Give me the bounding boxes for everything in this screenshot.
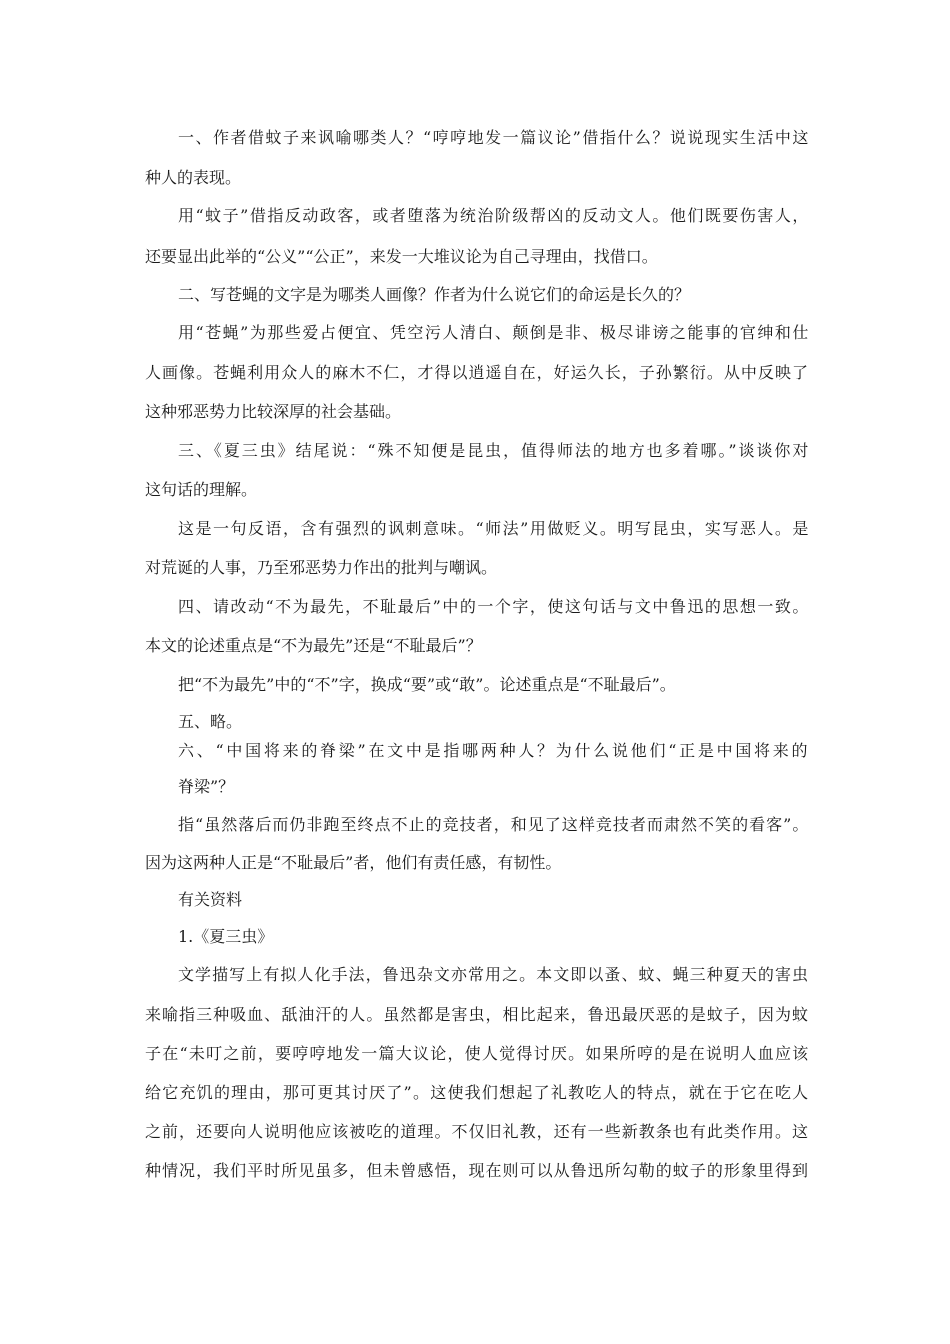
- answer-2-line-2: 人画像。苍蝇利用众人的麻木不仁，才得以逍遥自在，好运久长，子孙繁衍。从中反映了: [145, 363, 810, 382]
- answer-6-line-1: 指“虽然落后而仍非跑至终点不止的竞技者，和见了这样竞技者而肃然不笑的看客”。: [178, 815, 810, 834]
- question-4-line-1: 四、请改动“不为最先，不耻最后”中的一个字，使这句话与文中鲁迅的思想一致。: [178, 597, 810, 616]
- body-paragraph-line-3: 子在“未叮之前，要哼哼地发一篇大议论，使人觉得讨厌。如果所哼的是在说明人血应该: [145, 1044, 810, 1063]
- question-3-line-1: 三、《夏三虫》结尾说：“殊不知便是昆虫，值得师法的地方也多着哪。”谈谈你对: [178, 441, 811, 460]
- body-paragraph-line-2: 来喻指三种吸血、舐油汗的人。虽然都是害虫，相比起来，鲁迅最厌恶的是蚊子，因为蚊: [145, 1005, 810, 1024]
- subsection-heading: 1.《夏三虫》: [178, 927, 274, 946]
- answer-1-line-1: 用“蚊子”借指反动政客，或者堕落为统治阶级帮凶的反动文人。他们既要伤害人，: [178, 206, 810, 225]
- answer-3-line-2: 对荒诞的人事，乃至邪恶势力作出的批判与嘲讽。: [145, 558, 498, 577]
- body-paragraph-line-1: 文学描写上有拟人化手法，鲁迅杂文亦常用之。本文即以蚤、蚊、蝇三种夏天的害虫: [178, 965, 810, 984]
- answer-6-line-2: 因为这两种人正是“不耻最后”者，他们有责任感，有韧性。: [145, 853, 562, 872]
- body-paragraph-line-6: 种情况，我们平时所见虽多，但未曾感悟，现在则可以从鲁迅所勾勒的蚊子的形象里得到: [145, 1161, 810, 1180]
- answer-2-line-3: 这种邪恶势力比较深厚的社会基础。: [145, 402, 402, 421]
- question-2-line-1: 二、写苍蝇的文字是为哪类人画像？作者为什么说它们的命运是长久的？: [178, 285, 691, 304]
- body-paragraph-line-5: 之前，还要向人说明他应该被吃的道理。不仅旧礼教，还有一些新教条也有此类作用。这: [145, 1122, 810, 1141]
- question-4-line-2: 本文的论述重点是“不为最先”还是“不耻最后”？: [145, 636, 482, 655]
- question-6-line-2: 脊梁”？: [178, 777, 235, 796]
- question-6-line-1: 六、“中国将来的脊梁”在文中是指哪两种人？为什么说他们“正是中国将来的: [178, 741, 811, 760]
- section-heading: 有关资料: [178, 890, 243, 909]
- answer-1-line-2: 还要显出此举的“公义”“公正”，来发一大堆议论为自己寻理由，找借口。: [145, 247, 658, 266]
- question-3-line-2: 这句话的理解。: [145, 480, 258, 499]
- answer-4-line-1: 把“不为最先”中的“不”字，换成“要”或“敢”。论述重点是“不耻最后”。: [178, 675, 676, 694]
- question-1-line-1: 一、作者借蚊子来讽喻哪类人？“哼哼地发一篇议论”借指什么？说说现实生活中这: [178, 128, 810, 147]
- question-5-line-1: 五、略。: [178, 712, 243, 731]
- answer-3-line-1: 这是一句反语，含有强烈的讽刺意味。“师法”用做贬义。明写昆虫，实写恶人。是: [178, 519, 810, 538]
- answer-2-line-1: 用“苍蝇”为那些爱占便宜、凭空污人清白、颠倒是非、极尽诽谤之能事的官绅和仕: [178, 323, 810, 342]
- question-1-line-2: 种人的表现。: [145, 168, 242, 187]
- body-paragraph-line-4: 给它充饥的理由，那可更其讨厌了”。这使我们想起了礼教吃人的特点，就在于它在吃人: [145, 1083, 810, 1102]
